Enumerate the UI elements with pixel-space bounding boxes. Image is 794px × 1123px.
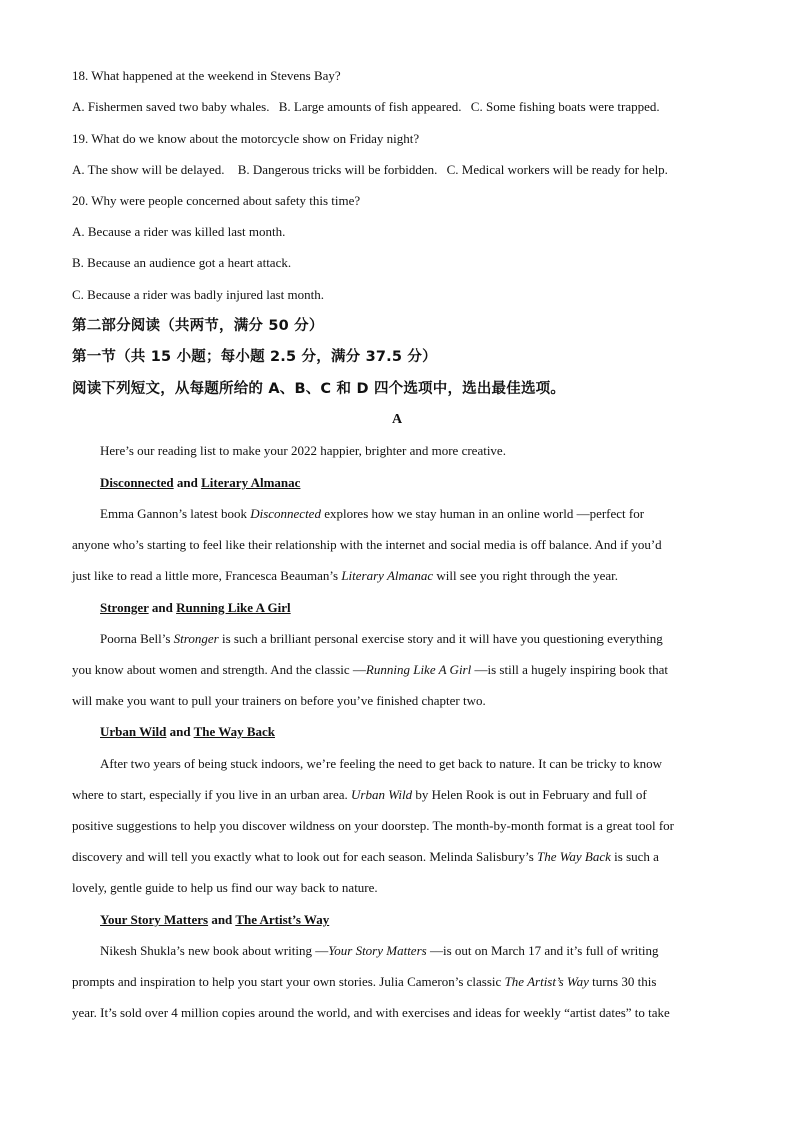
paragraph-line [100, 630, 728, 648]
paragraph-line: year. It’s sold over 4 million copies around the world, and with exercises and ideas for weekly “artist dates” to take [72, 1005, 670, 1020]
instructions: 阅读下列短文，从每题所给的 A、B、C 和 D 四个选项中，选出最佳选项。 [72, 381, 566, 397]
book-title: Disconnected [100, 475, 174, 490]
option-c: C. Some fishing boats were trapped. [470, 99, 660, 114]
book-title: The Way Back [537, 849, 611, 864]
text-run: Emma Gannon’s latest book [100, 506, 251, 521]
paragraph-line [100, 942, 728, 960]
option-c: C. Because a rider was badly injured last month. [72, 287, 324, 302]
option-a: A. Because a rider was killed last month. [72, 224, 286, 239]
text-run: Poorna Bell’s [100, 631, 174, 646]
text-run: —is out on March 17 and it’s full of writing [426, 943, 659, 958]
text-run: explores how we stay human in an online world —perfect for [320, 506, 645, 521]
text-run: —is still a hugely inspiring book that [471, 662, 669, 677]
paragraph-line: lovely, gentle guide to help us find our way back to nature. [72, 880, 378, 895]
text-run: Nikesh Shukla’s new book about writing — [100, 943, 329, 958]
heading-conjunction: and [148, 600, 177, 615]
paragraph-line: will make you want to pull your trainers on before you’ve finished chapter two. [72, 693, 486, 708]
passage-intro: Here’s our reading list to make your 2022 happier, brighter and more creative. [100, 443, 506, 458]
text-run: will see you right through the year. [433, 568, 619, 583]
heading-conjunction: and [166, 724, 194, 739]
text-run: you know about women and strength. And the classic — [72, 662, 366, 677]
question-18-options [72, 98, 728, 116]
option-a: A. The show will be delayed. [72, 162, 225, 177]
book-title: Literary Almanac [201, 475, 301, 490]
paragraph-line [72, 661, 728, 679]
option-b: B. Dangerous tricks will be forbidden. [237, 162, 438, 177]
book-title: Running Like A Girl [176, 600, 291, 615]
text-run: discovery and will tell you exactly what to look out for each season. Melinda Salisbury’s [72, 849, 538, 864]
book-heading [100, 911, 728, 929]
option-a: A. Fishermen saved two baby whales. [72, 99, 270, 114]
paragraph-line [72, 973, 728, 991]
heading-conjunction: and [208, 912, 236, 927]
option-c: C. Medical workers will be ready for help. [446, 162, 668, 177]
paragraph-line: positive suggestions to help you discover wildness on your doorstep. The month-by-month format is a great tool for [72, 818, 675, 833]
paragraph-line: After two years of being stuck indoors, we’re feeling the need to get back to nature. It can be tricky to know [100, 756, 663, 771]
question-19-options [72, 161, 728, 179]
question-20: 20. Why were people concerned about safety this time? [72, 193, 361, 208]
text-run: turns 30 this [588, 974, 657, 989]
book-title: Your Story Matters [100, 912, 209, 927]
paragraph-line [72, 848, 728, 866]
book-title: Disconnected [250, 506, 321, 521]
book-title: The Way Back [193, 724, 275, 739]
paragraph-line: anyone who’s starting to feel like their relationship with the internet and social media is off balance. And if you’d [72, 537, 662, 552]
passage-letter: A [391, 412, 403, 427]
book-title: Urban Wild [100, 724, 167, 739]
text-run: prompts and inspiration to help you start your own stories. Julia Cameron’s classic [72, 974, 505, 989]
question-18: 18. What happened at the weekend in Stevens Bay? [72, 68, 341, 83]
heading-conjunction: and [173, 475, 202, 490]
book-title: The Artist’s Way [235, 912, 330, 927]
book-heading [100, 599, 728, 617]
text-run: by Helen Rook is out in February and full of [412, 787, 647, 802]
book-title: Literary Almanac [341, 568, 434, 583]
book-heading [100, 723, 728, 741]
book-title: The Artist’s Way [504, 974, 589, 989]
text-run: is such a [610, 849, 659, 864]
paragraph-line [72, 786, 728, 804]
text-run: just like to read a little more, Francesca Beauman’s [72, 568, 342, 583]
question-19: 19. What do we know about the motorcycle show on Friday night? [72, 131, 420, 146]
book-title: Your Story Matters [328, 943, 427, 958]
book-title: Urban Wild [351, 787, 413, 802]
section-heading: 第二部分阅读（共两节，满分 50 分） [72, 318, 324, 334]
subsection-heading: 第一节（共 15 小题；每小题 2.5 分，满分 37.5 分） [72, 349, 437, 365]
book-heading [100, 474, 728, 492]
paragraph-line [100, 505, 728, 523]
text-run: is such a brilliant personal exercise story and it will have you questioning everything [218, 631, 663, 646]
book-title: Stronger [100, 600, 149, 615]
book-title: Stronger [173, 631, 219, 646]
text-run: where to start, especially if you live in an urban area. [72, 787, 352, 802]
option-b: B. Because an audience got a heart attack. [72, 255, 292, 270]
book-title: Running Like A Girl [365, 662, 472, 677]
option-b: B. Large amounts of fish appeared. [278, 99, 462, 114]
paragraph-line [72, 567, 728, 585]
